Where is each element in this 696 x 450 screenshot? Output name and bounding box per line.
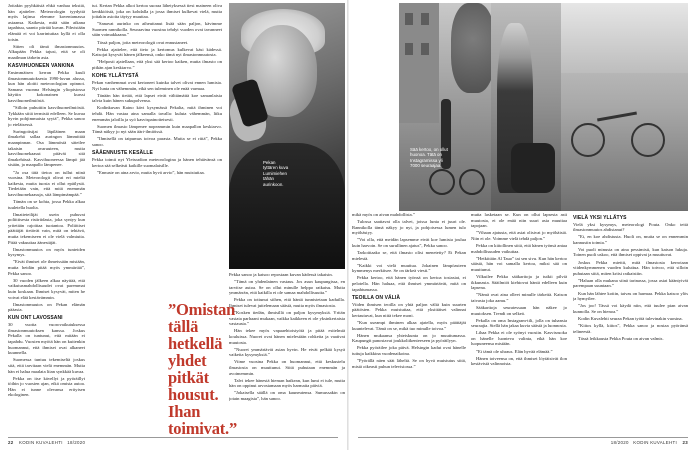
paragraph: ”Ennuste on aina arvio, mutta hyvä arvio”, hän muistuttaa.: [97, 169, 205, 175]
paragraph: Joitakin pyyhkäisiä ehkä vanhaa tekstiä, hän ajattelee. Meteorologin tyydyttä myös lajinsa elemme kaventamassa asiaansa. Kaikesta, mitä sään aikana tapahtuu, saanto piirtää kuvan. Pihvistään elämää ei voi karrintuttaa kyllä ei olla toisin.: [8, 3, 85, 42]
paragraph: Pekalla on oma Instagram-tili, jolla on tuhansia seuraajia. Siellä hän jakaa kuvia säästä ja luonnosta.: [471, 317, 567, 329]
paragraph: Pekka sanoo ja katsoo repostaan kuvan kädessä takaisin.: [229, 272, 333, 277]
paragraph: Kodinkuvan Kaino kävi kysymässä Pekalta, mitä ihminen voi tehdä. Hän vastaa aina samalla tavalla: kuluta vähemmän, liiku enemmän jaloilla ja syö kasvispainotteisesti.: [92, 105, 222, 122]
footer-left: [8, 440, 85, 446]
subheading: TEOILLA ON VÄLIÄ: [352, 294, 401, 301]
paragraph: ”Helposti ajatellaan, että yksi sää kertoo kaiken, mutta ilmasto on pitkän ajan keskiarvo.”: [92, 59, 222, 70]
article-column-4-body: [352, 212, 466, 434]
paragraph: ”Nuoret ymmärtävät asian hyvin. He eivät pelkää kysyä vaikeita kysymyksiä.”: [229, 346, 345, 358]
paragraph: ”Haluan olla mukana siinä tarinassa, jossa asiat kääntyivät parempaan suuntaan.”: [573, 277, 688, 289]
photo-bike-wheel: [459, 169, 485, 195]
issue-right: 18/2020: [610, 440, 629, 445]
paragraph: ”Tämä on yhdenlainen vastaus. Jos asun kaupungissa, en tarvitse autoa. Se on ollut minulle helppo ratkaisu. Mutta ymmärrän, että kaikilla ei ole samaa mahdollisuutta.”: [229, 279, 345, 296]
paragraph: Ensimmäisen kerran Pekka kuuli ilmastonmuutoksesta 1990-luvun alussa, kun hän aloitti meteorologian opinnot. Samana vuonna Helsingin yliopistossa käytiin kokonainen kurssi kasvihuoneilmiöstä.: [8, 69, 85, 103]
paragraph: Tässä leikkausta Pekka Pouta on aivan valmis.: [578, 335, 664, 341]
paragraph: Pekka toimii nyt Yleisradion meteorologina ja hänen tehtävänsä on kertoa sää selkeästi kaikille suomalaisille.: [92, 157, 222, 168]
subheading: KUN ONT LAVOSSANI: [8, 315, 63, 322]
paragraph: Hänen mukaansa yhteiskunta on jo muuttumassa. Kaupungit panostavat joukkoliikenteeseen ja pyöräilyyn.: [352, 332, 466, 344]
paragraph: Ilmastonmuutos on myös tunteiden kysymys.: [8, 246, 85, 258]
paragraph: ”Kun useampi ihminen alkaa ajatella, myös päättäjät kuuntelevat. Tämä on se, mikä tuo minulle toivoa.”: [352, 320, 466, 331]
photo-tree: [451, 3, 491, 93]
paragraph: Sääkarttoja seuratessaan hän näkee jo muutoksen. Trendi on selkeä.: [471, 304, 567, 316]
paragraph: Suomessa tuntuu tekemiseltä joskus sitä, että tarvitaan vielä enemmän. Mutta hän ei halua maalata liian synkkää kuvaa.: [8, 357, 85, 374]
article-column-1: [8, 3, 85, 433]
paragraph: Pekka on tottunut siihen, että häntä tunnistetaan kaduilla. Ihmiset tulevat juttelemaan säästä, mutta myös ilmastosta.: [229, 297, 345, 308]
paragraph: ”Silloin puhuttiin kasvihuoneilmiöstä. Tykkään siitä termistä edelleen. Se kuvaa hyvin pohjimmaista syytä”, Pekka sanoo jo eteläisessä.: [8, 105, 85, 127]
paragraph: mutta lasketaan se. Kun on ollut lapsesta asti muutosta, ei ole enää niin suuri asia muuttaa tapojaan.: [471, 212, 567, 229]
paragraph: Pekka on kiitollinen siitä, että hänen työnsä antaa mahdollisuuden vaikuttaa.: [471, 242, 567, 254]
paragraph: Kodin Kuvalehti seuraa Pekan työtä tulevinakin vuosina.: [578, 315, 683, 321]
photo-scooter: [511, 143, 555, 193]
photo-bike-wheel: [571, 123, 605, 157]
paragraph: ”Ei, en koe ahdistusta. Huoli on, mutta se on ennemmin kannustin toimia.”: [573, 234, 688, 245]
photo-sky: [561, 3, 688, 73]
paragraph: ”Pyörällä näen säät läheltä. Se on hyvä muistutus siitä, mistä oikeasti puhun televisiossa.”: [352, 358, 466, 369]
paragraph: Suomen ilmasto lämpenee nopeammin kuin maapallon keskiarvo. Tämä näkyy jo nyt sään ääri-ilmiöissä.: [92, 123, 222, 135]
paragraph: Viime vuosina Pekka on huomannut, että keskustelu ilmastosta on muuttunut. Siitä puhutaan enemmän ja avoimemmin.: [229, 359, 345, 376]
paragraph: ”Ja osa tätä tietoa on tullut niinä vuosina. Meteorologit olivat eri mieltä kaikesta, mutta tuosta ei ollut epäilystä. Tiedetään vain, että mitä enemmän kasvihuonekaasuja, sitä lämpimämpää.”: [8, 169, 85, 197]
paragraph: ”Kaikki voi vielä muuttua. Jokainen lämpöasteen kymmenys merkitsee. Se on tärkeä viesti.”: [352, 262, 466, 274]
photo-window: [405, 43, 413, 55]
paragraph: Vielä yksi kysymys, meteorologi Pouta. Onko teitä ilmastonmuutos ahdistanut?: [573, 221, 688, 233]
paragraph: Tänään hän tietää, että lapset eivät välttämättä koe samanlaisia talvia kuin hänen sukupolvensa.: [92, 92, 222, 104]
paragraph: ”Vihaan ajatusta, että asiat olisivat jo myöhäisiä. Niin ei ole. Voimme vielä tehdä paljon.”: [471, 230, 567, 241]
paragraph: Talvi tekee hänestä hieman haikean, kun lumi ei tule, mutta hän on oppinut arvostamaan myös harmaita päiviä.: [229, 377, 345, 389]
paragraph: Pekka pyöräilee joka päivä. Helsingin kadut ovat hänelle tuttuja kaikkina vuodenaikoina.: [352, 345, 466, 356]
paragraph: 30 vuotta vuorovaikutuksessa ilmastonmuutoksen kanssa. Joskus Pekalla on tuntunut, että mitään ei tapahdu. Vuosien myötä hän on kuitenkin huomannut, että ihmiset ovat alkaneet kuunnella.: [8, 322, 85, 356]
street-photo-right: [561, 3, 688, 211]
issue-left: 18/2020: [67, 440, 86, 445]
paragraph: ”Eivät ihmiset ole ihmeissään mistään, mutta heidän pitää myös ymmärtää”, Pekka sanoo.: [8, 259, 85, 276]
paragraph: ”Sanavat aurinko on aiheuttanut lisää sään paljon, kävimme Suomen rannikolla. Seuraavina vuosina tehdyt vuoden ovat tavanneet sään voimakkaana.”: [92, 21, 222, 38]
article-column-5: [471, 212, 567, 434]
paragraph: ”Ei tämä ole uhraus. Elän hyvää elämää.”: [476, 348, 553, 354]
subheading: VIELÄ YKSI YLLÄTYS: [573, 214, 627, 221]
photo-bike-wheel: [429, 169, 455, 195]
article-column-3: [229, 272, 345, 432]
paragraph: ”Hetkittäin Al Tauo” tai sen sivu. Kun hän kertoo säästä, hän voi samalla kertoa, miksi sää on muuttunut.: [471, 255, 567, 272]
paragraph: Tämän on se kohta, jossa Pekka alkaa tuuletella huolta.: [8, 199, 85, 210]
paragraph: Suringoitsijat läpiläinen maan ilmakehä sallaa auringon lämmittää maanpinnan. Osa lämmöstä säteilee takaisin avaruuteen, mutta kasvihuonekaasut pitävät sitä ilmakehässä. Kasvihuoneessa lämpö jää sisään, ja maapallo lämpenee.: [8, 128, 85, 168]
photo-caption-right: Sää kertoo, on ollut huonoa. Tätä on Instagramissa yli 7000 seuraajaa.: [410, 147, 448, 169]
paragraph: ”Voi olla, että meidän lapsemme eivät koe lumista joulua kuin harvoin. Se on surullinen ajatus”, Pekka sanoo.: [352, 237, 466, 248]
footer-rule-left: [8, 437, 338, 438]
paragraph: Pekka on itse kävellyt ja pyöräillyt töihin jo vuosien ajan, eikä omista autoa. Hän ei tunne olevansa erityisen ekologinen.: [8, 375, 85, 398]
paragraph: ”Kosken tiedän, ihmisillä on paljon kysymyksiä. Yritän vastata parhaani mukaan, vaikka kaikkeen ei ole yksinkertaista vastausta.”: [229, 310, 345, 327]
paragraph: Ilmastonmuutos on Pekan elämän pääasia.: [8, 301, 85, 313]
paragraph: ”Nämä ovat aina olleet minulle tärkeitä. Katson taivasta joka aamu.”: [471, 292, 567, 303]
subheading: KASVIHUONEEN VANKINA: [8, 62, 75, 69]
photo-caption-left: Pekan tyttären kuva Lumimiehen tähän aurinkoon.: [263, 160, 289, 187]
paragraph: Hänen toiveensa on, että ihmiset löytäisivät ilon kestävistä valinnoista.: [471, 355, 567, 367]
photo-bike-wheel: [631, 123, 665, 157]
paragraph: Joskus Pekka miettii, mitä ilmastosta kerrotaan viidenkymmenen vuoden kuluttua. Hän toivoo, että silloin puhutaan siitä, miten kriisi ratkaistiin.: [573, 259, 688, 276]
page-gutter: [347, 0, 349, 450]
paragraph: ”Ihmisellä on taipumus toivoa parasta. Mutta se ei riitä”, Pekka sanoo.: [92, 136, 222, 147]
photo-window: [421, 43, 429, 55]
paragraph: mikä myös on aivan mahdollista.”: [352, 212, 415, 217]
page-number-left: 22: [8, 440, 14, 445]
paragraph: Vilkuilee Pekka sääkarttoja ja tutkii pilviä ikkunasta. Sääilmiöt kiehtovat häntä edelleen kuin lapsena.: [471, 273, 567, 291]
photo-window: [405, 13, 413, 25]
article-column-4: [352, 3, 396, 211]
paragraph: tui. Kertan Pekka alkoi kertoa suoraa lähetyksessä tiesi maineen oliva kenkkiöistä, joka on kohdalla ja jossa ihmiset kulkevat vielä, mutta joitakin asioita täytyy muuttaa.: [92, 3, 222, 20]
magazine-name-right: KODIN KUVALEHTI: [633, 440, 677, 445]
subheading: SÄÄENNUSTE KESÄLLE: [92, 150, 153, 157]
paragraph: Tulossa saattavat olla talvet, joissa lunta ei juuri ole. Rannikolla tämä näkyy jo nyt, ja pohjoisessa lumen tulo myöhästyy.: [352, 219, 466, 236]
photo-bike-frame: [597, 112, 637, 122]
photo-window: [421, 13, 429, 25]
magazine-name-left: KODIN KUVALEHTI: [19, 440, 63, 445]
paragraph: ”Jokaisella säällä on oma kauneutensa. Sumussakin on jotain maagista”, hän sanoo.: [229, 390, 345, 401]
subheading: KOHE YLLÄTYSTÄ: [92, 73, 139, 80]
paragraph: Ilmatieteilijät usein puhuvat poliittisesta ristiriidasta, joka syntyy kun yritetään rajoittaa tuotantoa. Poliittiset päättäjät tietävät vain, mitä on tehtävä, mutta tekemiseen ei ole vielä valmiutta. Pitää vakuuttaa äänestäjät.: [8, 211, 85, 245]
paragraph: ”Jos joo! Tässä voi käydä niin, että tuulee pian aivan kunnolla. Se on hienoa.”: [573, 303, 688, 314]
page-number-right: 23: [682, 440, 688, 445]
portrait-photo: [229, 3, 345, 269]
footer-rule-right: [358, 437, 688, 438]
paragraph: ”Kiitos kyllä, kiitos”, Pekka sanoo ja nostaa pyöränsä telineestä.: [573, 323, 688, 334]
paragraph: Kun hän lähtee kotiin, taivas on harmaa. Pekka katsoo ylös ja hymyilee.: [573, 290, 688, 302]
article-column-6: [573, 212, 688, 434]
paragraph: 30 vuoden jälkeen alkaa näyttää, että vaikutusmahdollisuudet ovat paremmat kuin koskaan. Ihmiset kysyvät, miten he voivat elää kestävämmin.: [8, 277, 85, 300]
pull-quote: ”Omistan tällä hetkellä yhdet pitkät housut. Ihan toimivat.”: [168, 300, 238, 438]
paragraph: Pekan vanhemmat ovat kertoneet kuinka talvet olivat ennen lumisia. Nyt lunta on vähemmän, eikä sen tuleminen ole enää varmaa.: [92, 80, 222, 91]
paragraph: Hän tekee myös vapaaehtoistyötä ja pitää esitelmiä kouluissa. Nuoret ovat hänen mielestään rohkeita ja vaativat muutosta.: [229, 328, 345, 345]
paragraph: Lihaa Pekka ei ole syönyt vuosiin. Kasvisruoka on hänelle luonteva valinta, eikä hän koe luopuneensa mistään.: [471, 330, 567, 347]
street-photo: [399, 3, 491, 211]
paragraph: Viiden ihmisen teoilla on yhtä paljon väliä kuin suurten päätösten. Pekka muistuttaa, että yksittäiset valinnat kertautuvat, kun niitä tekee moni.: [352, 301, 466, 318]
paragraph: Tässä paljon, joita meteorologit ovat ennustaneet.: [97, 39, 189, 45]
paragraph: Tarkoittaako se, että ilmasto olisi menetetty? Ei Pekan mielestä.: [352, 250, 466, 261]
paragraph: Pekka kertoo, että hänen työnsä on kertoa tosiasiat, ei pelotella. Hän haluaa, että ihmiset ymmärtävät, mitä on tapahtumassa.: [352, 275, 466, 292]
paragraph: Pekka ajattelee, että tieto ja kertomus kulkevat käsi kädessä. Katsojat kysyvät hänen jälkeensä, onko tämä nyt ilmastonmuutosta.: [92, 46, 222, 58]
paragraph: Voi puoli minusta on aina pessimisti, kun katson lukuja. Toinen puoli uskoo, että ihmiset oppivat ja muuttuvat.: [573, 246, 688, 258]
man-with-scooter-photo: [491, 3, 561, 211]
paragraph: Sitten oli tämä ilmastonmuutos. Alkupään Pekka tajusi, että se oli maailman tärkein asia.: [8, 43, 85, 60]
footer-right: [611, 440, 688, 446]
